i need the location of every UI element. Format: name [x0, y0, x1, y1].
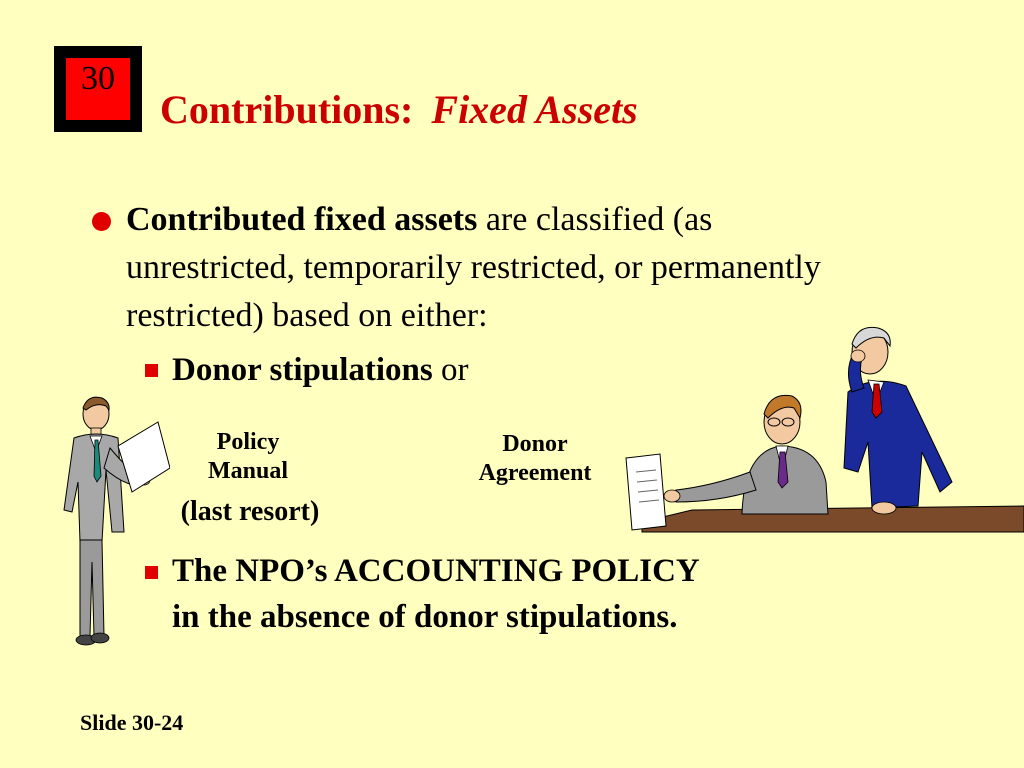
policy-caption-last-resort: (last resort): [180, 496, 320, 527]
sub-bullet-1-rest: or: [432, 352, 469, 388]
man-with-manual-clipart: [60, 392, 170, 654]
main-bullet-rest: are classified (as unrestricted, temporarily restricted, or permanently restricted) based on either:: [126, 201, 821, 334]
chapter-number: 30: [81, 60, 115, 97]
bullet-dot: [92, 212, 111, 231]
chapter-badge-fill: [66, 58, 130, 120]
policy-manual-caption: [198, 428, 298, 486]
policy-caption-line2: Manual: [207, 457, 288, 484]
donor-agreement-clipart: [622, 322, 1024, 536]
sub-bullet-2-line1: The NPO’s ACCOUNTING POLICY: [172, 553, 700, 589]
title-italic: Fixed Assets: [431, 87, 638, 132]
slide-title: [160, 88, 638, 132]
sub-bullet-2-text: [172, 548, 700, 640]
donor-caption-line2: Agreement: [478, 459, 592, 486]
sub-bullet-square-1: [145, 364, 158, 377]
chapter-badge: [54, 46, 142, 132]
sub-bullet-1-text: [172, 346, 468, 394]
donor-agreement-caption: [455, 430, 615, 488]
policy-caption-line1: Policy: [216, 429, 280, 455]
main-bullet-bold: Contributed fixed assets: [126, 201, 478, 238]
title-plain: Contributions:: [160, 87, 414, 132]
sub-bullet-2-line2: in the absence of donor stipulations.: [172, 599, 678, 635]
sub-bullet-1-bold: Donor stipulations: [172, 352, 433, 388]
main-bullet-text: [126, 196, 886, 340]
slide-number-footer: Slide 30-24: [80, 710, 184, 735]
donor-caption-line1: Donor: [502, 431, 568, 457]
